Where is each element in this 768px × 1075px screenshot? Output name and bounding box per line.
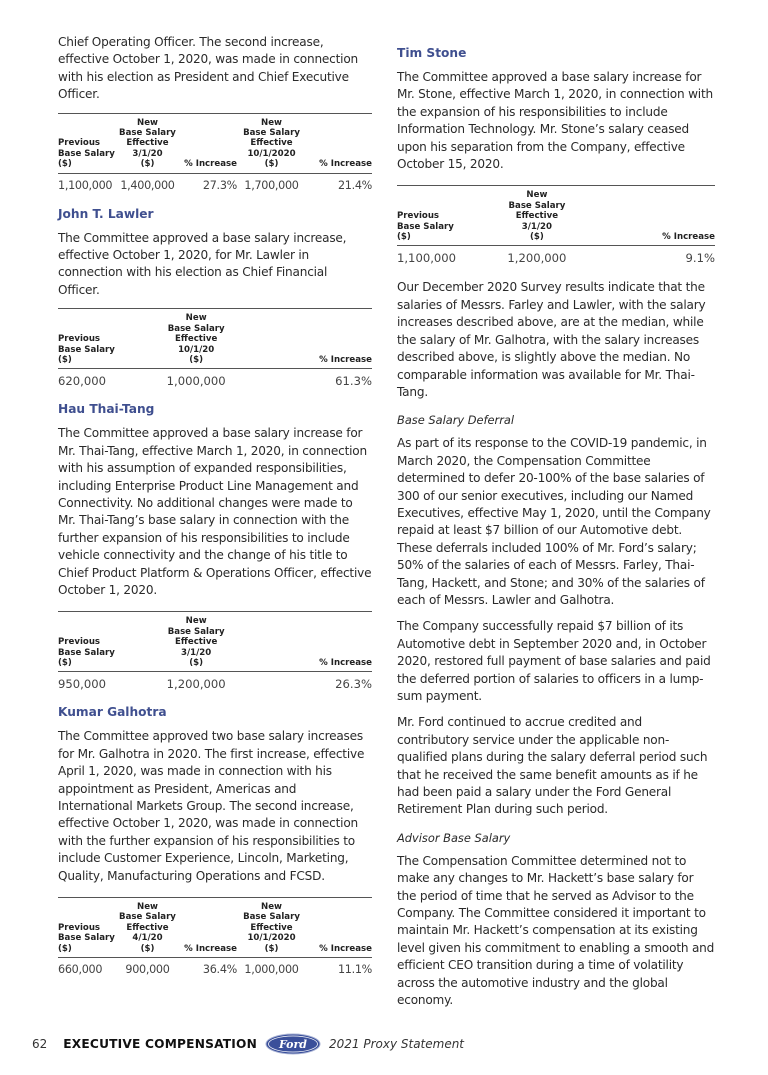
header-line: New [185, 616, 207, 627]
header-line: ($) [58, 943, 72, 954]
header-line: Effective [126, 138, 169, 149]
table-row [397, 246, 715, 268]
header-line: % Increase [184, 943, 237, 954]
column-header [177, 113, 237, 173]
table-row [58, 958, 372, 980]
deferral-paragraph-3: Mr. Ford continued to accrue credited and contributory service under the applicable non-qualified plans during the salary deferral period such that he received the same benefit amounts as if he had been paid a salary under the Ford General Retirement Plan during such period. [397, 715, 708, 817]
header-line: ($) [140, 943, 155, 954]
table-cell: 27.3% [202, 178, 237, 192]
table-cell: 1,100,000 [58, 178, 113, 192]
deferral-paragraph-1: As part of its response to the COVID-19 pandemic, in March 2020, the Compensation Committee determined to defer 20-100% of the base salaries of 300 of our senior executives, including our Named Executives, effective May 1, 2020, until the Company repaid at least $7 billion of our Automotive debt. These deferrals included 100% of Mr. Ford’s salary; 50% of the salaries of each of Messrs. Farley, Thai-Tang, Hackett, and Stone; and 30% of the salaries of each of Messrs. Lawler and Galhotra. [397, 436, 711, 607]
header-line: % Increase [319, 658, 372, 668]
column-header [177, 898, 237, 958]
advisor-heading: Advisor Base Salary [397, 830, 511, 845]
header-line: ($) [189, 658, 204, 668]
header-line: 3/1/20 [132, 148, 163, 159]
stone-salary-table [397, 185, 715, 267]
header-line: Previous [58, 138, 101, 149]
header-line: New [261, 902, 282, 913]
header-line: Base Salary [243, 128, 300, 139]
table-cell: 1,400,000 [120, 178, 175, 192]
thai-tang-salary-table [58, 611, 372, 693]
table-cell: 1,700,000 [244, 178, 299, 192]
column-header [58, 113, 118, 173]
column-header [237, 898, 306, 958]
column-header [118, 113, 178, 173]
header-line: Effective [250, 138, 293, 149]
header-line: Base Salary [119, 912, 176, 923]
intro-paragraph: Chief Operating Officer. The second increase, effective October 1, 2020, was made in connection with his election as President and Chief Executive Officer. [58, 35, 358, 102]
header-line: % Increase [319, 354, 372, 365]
table-cell: 660,000 [58, 963, 103, 977]
table-cell: 1,200,000 [166, 677, 226, 692]
header-line: Base Salary [243, 912, 300, 923]
header-line: ($) [189, 354, 204, 365]
header-line: New [526, 190, 548, 201]
header-line: ($) [140, 159, 155, 170]
table-row [58, 369, 372, 391]
column-header [237, 113, 306, 173]
page-footer [32, 1033, 768, 1055]
header-line: Previous [58, 637, 101, 648]
table-cell: 36.4% [202, 963, 237, 977]
table-cell: 950,000 [58, 677, 106, 692]
header-line: 3/1/20 [181, 647, 212, 658]
header-line: New [185, 313, 207, 324]
table-cell: 61.3% [335, 374, 372, 389]
header-line: % Increase [662, 232, 715, 243]
column-header [306, 898, 372, 958]
section-title: EXECUTIVE COMPENSATION [63, 1036, 257, 1051]
table-cell: 900,000 [125, 963, 170, 977]
table-row [58, 672, 372, 694]
header-line: ($) [264, 159, 279, 170]
header-line: 10/1/2020 [247, 933, 296, 944]
column-header [259, 612, 372, 672]
table-cell: 1,100,000 [397, 251, 457, 266]
header-line: Base Salary [508, 200, 566, 211]
header-line: 10/1/2020 [247, 148, 296, 159]
header-line: ($) [58, 658, 72, 668]
table-cell: 26.3% [335, 677, 372, 692]
header-line: Previous [397, 211, 440, 222]
table-cell: 9.1% [685, 251, 715, 266]
header-line: Effective [175, 334, 218, 345]
header-line: ($) [58, 354, 72, 365]
column-header [601, 186, 716, 246]
header-line: Effective [175, 637, 218, 648]
header-line: Base Salary [58, 148, 115, 159]
galhotra-salary-table [58, 897, 372, 979]
document-title: 2021 Proxy Statement [328, 1036, 465, 1051]
header-line: Base Salary [397, 221, 454, 232]
header-line: Base Salary [58, 647, 115, 658]
right-column [397, 34, 715, 1019]
header-line: Previous [58, 334, 101, 345]
table-cell: 11.1% [337, 963, 372, 977]
column-header [259, 309, 372, 369]
deferral-paragraph-2: The Company successfully repaid $7 billion of its Automotive debt in September 2020 and, in October 2020, restored full payment of base salaries and paid the deferred portion of salaries to officers in a lump-sum payment. [397, 619, 711, 703]
table-row [58, 173, 372, 195]
header-line: Effective [250, 922, 293, 933]
header-line: Base Salary [167, 323, 225, 334]
column-header [58, 309, 133, 369]
table-cell: 620,000 [58, 374, 106, 389]
logo-text: Ford [278, 1037, 308, 1051]
header-line: % Increase [319, 943, 372, 954]
galhotra-heading: Kumar Galhotra [58, 705, 167, 720]
header-line: ($) [58, 159, 72, 170]
left-column [58, 34, 372, 991]
header-line: Base Salary [58, 933, 115, 944]
advisor-paragraph: The Compensation Committee determined not to make any changes to Mr. Hackett’s base salary for the period of time that he served as Advisor to the Company. The Committee considered it important to maintain Mr. Hackett’s compensation at its existing level given his commitment to enabling a smooth and efficient CEO transition during a time of volatility across the automotive industry and the global economy. [397, 853, 715, 1008]
header-line: ($) [264, 943, 279, 954]
column-header [133, 309, 259, 369]
column-header [133, 612, 259, 672]
page-number: 62 [32, 1036, 48, 1051]
column-header [58, 612, 133, 672]
column-header [306, 113, 372, 173]
table-cell: 21.4% [337, 178, 372, 192]
thai-tang-heading: Hau Thai-Tang [58, 402, 155, 417]
stone-heading: Tim Stone [397, 46, 467, 60]
stone-paragraph: The Committee approved a base salary increase for Mr. Stone, effective March 1, 2020, in connection with the expansion of his responsibilities to include Information Technology. Mr. Stone’s salary ceased upon his separation from the Company, effective October 15, 2020. [397, 70, 713, 172]
column-header [118, 898, 178, 958]
header-line: % Increase [184, 159, 237, 170]
header-line: Base Salary [119, 128, 176, 139]
table-cell: 1,000,000 [166, 374, 226, 389]
column-header [473, 186, 600, 246]
deferral-heading: Base Salary Deferral [397, 413, 515, 428]
galhotra-paragraph: The Committee approved two base salary increases for Mr. Galhotra in 2020. The first increase, effective April 1, 2020, was made in connection with his appointment as President, Americas and International Markets Group. The second increase, effective October 1, 2020, was made in connection with the further expansion of his responsibilities to include Customer Experience, Lincoln, Marketing, Quality, Manufacturing Operations and FCSD. [58, 729, 365, 883]
ford-oval-logo-icon [265, 1033, 321, 1055]
lawler-paragraph: The Committee approved a base salary increase, effective October 1, 2020, for Mr. Lawler in connection with his election as Chief Financial Officer. [58, 230, 347, 297]
table-cell: 1,200,000 [507, 251, 567, 266]
header-line: New [137, 902, 158, 913]
column-header [397, 186, 473, 246]
lawler-salary-table [58, 308, 372, 390]
header-line: Previous [58, 922, 101, 933]
header-line: 4/1/20 [132, 933, 163, 944]
header-line: Effective [126, 922, 169, 933]
thai-tang-paragraph: The Committee approved a base salary increase for Mr. Thai-Tang, effective March 1, 2020, in connection with his assumption of expanded responsibilities, including Enterprise Product Line Management and Connectivity. No additional changes were made to Mr. Thai-Tang’s base salary in connection with the further expansion of his responsibilities to include vehicle connectivity and the change of his title to Chief Product Platform & Operations Officer, effective October 1, 2020. [58, 426, 372, 597]
farley-salary-table [58, 113, 372, 195]
lawler-heading: John T. Lawler [58, 206, 154, 221]
header-line: 3/1/20 [521, 221, 552, 232]
header-line: % Increase [319, 159, 372, 170]
header-line: Base Salary [167, 626, 225, 637]
header-line: ($) [529, 232, 544, 243]
column-header [58, 898, 118, 958]
header-line: Base Salary [58, 344, 115, 355]
survey-paragraph: Our December 2020 Survey results indicate that the salaries of Messrs. Farley and Lawler, with the salary increases described above, are at the median, while the salary of Mr. Galhotra, with the salary increases described above, is slightly above the median. No comparable information was available for Mr. Thai-Tang. [397, 280, 706, 399]
header-line: New [137, 117, 158, 128]
header-line: New [261, 117, 282, 128]
header-line: ($) [397, 232, 411, 243]
header-line: 10/1/20 [178, 344, 215, 355]
header-line: Effective [515, 211, 559, 222]
table-cell: 1,000,000 [244, 963, 299, 977]
